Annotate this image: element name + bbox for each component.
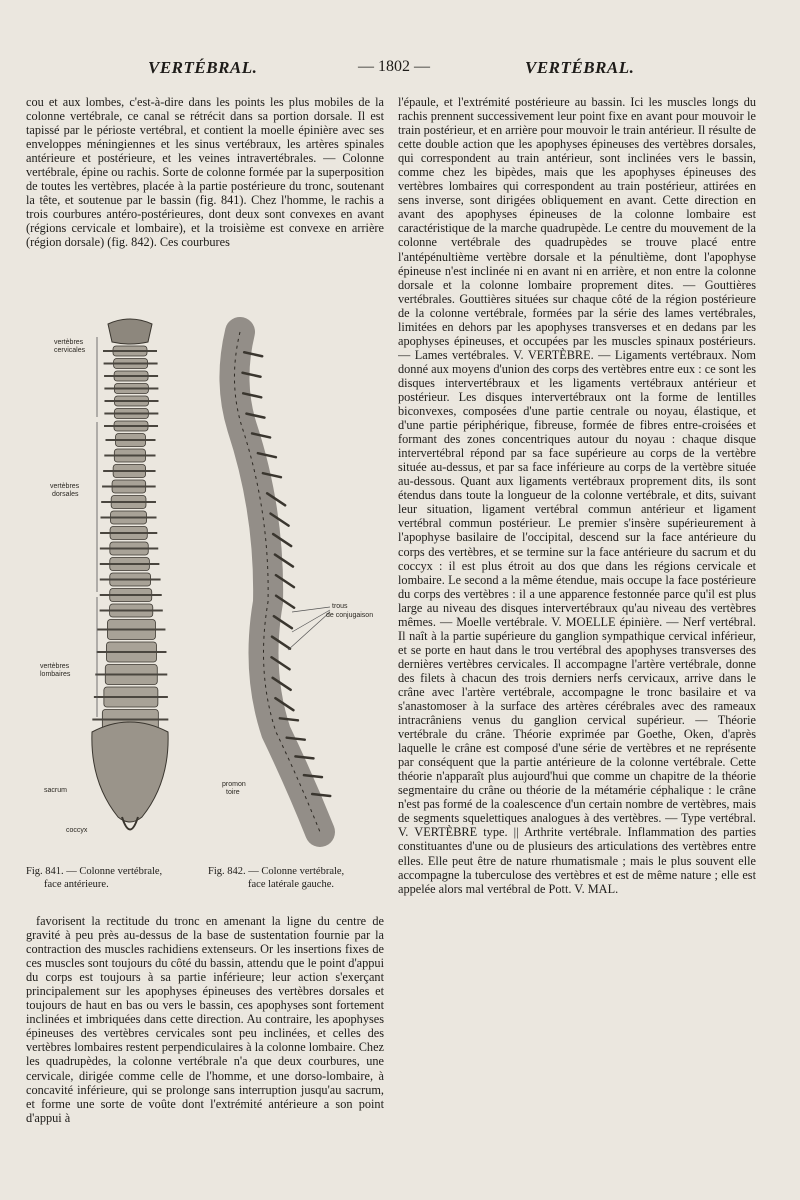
label-foramina-2: de conjugaison <box>326 612 374 619</box>
header-right-title: VERTÉBRAL. <box>525 58 635 77</box>
label-promontory-2: toire <box>226 789 240 796</box>
left-column-bottom-paragraph: favorisent la rectitude du tronc en amenant la ligne du centre de gravité à peu près au-dessus de la base de sustentation fournie par la contraction des muscles rachidiens extenseurs. Or les insertions fixes de ces muscles sont toujours du côté du bassin, attendu que le point d'appui du corps est toujours à sa partie inférieure; leur action s'exerçant principalement sur les apophyses épineuses des vertèbres dorsales et toujours de haut en bas ou vers le bassin, ces apophyses sont fortement inclinées et imbriquées dans cette direction. Au contraire, les apophyses épineuses des vertèbres cervicales sont peu inclinées, et celles des vertèbres lombaires restent perpendiculaires à la colonne lombaire. Chez les quadrupèdes, la colonne vertébrale n'a que deux courbures, une cervicale, dirigée comme celle de l'homme, et une dorso-lombaire, à concavité inférieure, qui se prolonge sans interruption jusqu'au sacrum, et forme une sorte de voûte dont l'extrémité antérieure a son point d'appui à <box>26 914 384 1125</box>
figure-842-title: Fig. 842. — Colonne vertébrale, <box>208 866 345 877</box>
label-dorsal-1: vertèbres <box>50 483 80 490</box>
spine-illustration <box>30 312 385 862</box>
left-column-top-paragraph: cou et aux lombes, c'est-à-dire dans les points les plus mobiles de la colonne vertébrale, ce canal se rétrécit dans sa portion dorsale. Il est tapissé par le périoste vertébral, et contient la moelle épinière avec ses enveloppes méningiennes et les sinus vertébraux, les artères spinales antérieure et postérieure, et les veines intravertébrales. — Colonne vertébrale, épine ou rachis. Sorte de colonne formée par la superposition de toutes les vertèbres, placée à la partie postérieure du tronc, soutenant la tête, et soutenue par le bassin (fig. 841). Chez l'homme, le rachis a trois courbures antéro-postérieures, dont deux sont convexes en avant (régions cervicale et lombaire), et la troisième est convexe en arrière (région dorsale) (fig. 842). Ces courbures <box>26 95 384 250</box>
label-lumbar-1: vertèbres <box>40 663 70 670</box>
figure-842-subtitle: face latérale gauche. <box>248 878 334 890</box>
page-number: — 1802 — <box>358 58 430 75</box>
label-sacrum: sacrum <box>44 787 67 794</box>
right-column-text <box>398 95 756 1190</box>
label-foramina-1: trous <box>332 603 348 610</box>
label-cervical-1: vertèbres <box>54 339 84 346</box>
spine-figures <box>30 312 385 872</box>
page-header <box>0 58 800 84</box>
right-column-paragraph: l'épaule, et l'extrémité postérieure au bassin. Ici les muscles longs du rachis prennent successivement leur point fixe en avant pour mouvoir le train postérieur, et en arrière pour mouvoir le train antérieur. Il résulte de cette double action que les apophyses épineuses des vertèbres dorsales, qui correspondent au train antérieur, sont inclinées vers le bassin, comme chez les bipèdes, mais que les apophyses épineuses des vertèbres lombaires qui correspondent au train postérieur, attirées en sens inverse, sont dirigées obliquement en avant. Cette direction en avant des apophyses épineuses de la colonne lombaire est caractéristique de la marche quadrupède. Le centre du mouvement de la colonne vertébrale des quadrupèdes se trouve placé entre l'antépénultième vertèbre dorsale et la pénultième, dont l'apophyse épineuse n'est inclinée ni en avant ni en arrière, et non entre la colonne dorsale et la colonne lombaire proprement dites. — Gouttières vertébrales. Gouttières situées sur chaque côté de la région postérieure de la colonne vertébrale, formées par la série des lames vertébrales, limitées en dehors par les apophyses transverses et en dedans par les apophyses épineuses, et occupées par les muscles spinaux postérieurs. — Lames vertébrales. V. VERTÈBRE. — Ligaments vertébraux. Nom donné aux moyens d'union des corps des vertèbres entre eux : ce sont les disques intervertébraux et les ligaments vertébraux antérieur et postérieur. Les disques intervertébraux ont la forme de lentilles biconvexes, composées d'une partie centrale ou noyau, élastique, et d'une partie périphérique, fibreuse, formée de fibres entre-croisées et formant des zones concentriques autour du noyau : chaque disque intervertébral répond par sa face supérieure au corps de la vertèbre située au-dessus, et par sa face inférieure au corps de la vertèbre située au-dessous. Quant aux ligaments vertébraux proprement dits, ils sont étendus dans toute la longueur de la colonne vertébrale, et dits, suivant leur situation, ligament vertébral commun antérieur et ligament vertébral commun postérieur. Le premier s'insère supérieurement à l'apophyse basilaire de l'occipital, descend sur la face antérieure du corps des vertèbres, et se termine sur la face antérieure du sacrum et du coccyx : il est plus étroit au dos que dans les régions cervicale et lombaire. Le second a la même étendue, mais occupe la face postérieure du corps des vertèbres : il a une apparence festonnée parce qu'il est plus large au niveau des disques intervertébraux qu'au niveau des vertèbres mêmes. — Moelle vertébrale. V. MOELLE épinière. — Nerf vertébral. Il naît à la partie supérieure du ganglion sympathique cervical inférieur, et se porte en haut dans le trou vertébral des apophyses transverses des dernières vertèbres cervicales. Il accompagne l'artère vertébrale, donne des filets à chacun des trois derniers nerfs cervicaux, arrive dans le crâne avec l'artère vertébrale, accompagne le tronc basilaire et va s'anastomoser à la surface des artères cérébrales avec des rameaux intracrâniens venus du ganglion cervical supérieur. — Théorie vertébrale du crâne. Théorie exprimée par Goethe, Oken, d'après laquelle le crâne est composé d'une série de vertèbres et ne représente par conséquent que la partie antérieure de la colonne vertébrale. Cette théorie n'apparaît plus aujourd'hui que comme un chapitre de la théorie segmentaire du crâne ou théorie de la métamérie céphalique : le crâne n'est pas formé de la coalescence d'un certain nombre de vertèbres, mais de segments squelettiques analogues à des vertèbres. — Type vertébral. V. VERTÈBRE type. || Arthrite vertébrale. Inflammation des parties constituantes d'une ou de plusieurs des articulations des vertèbres entre elles. Elle peut être de nature rhumatismale ; mais le plus souvent elle accompagne la tuberculose des vertèbres et est de même nature ; elle est appelée alors mal vertébral de Pott. V. MAL. <box>398 95 756 896</box>
header-left-title: VERTÉBRAL. <box>148 58 258 77</box>
label-dorsal-2: dorsales <box>52 491 79 498</box>
left-column-top-text <box>26 95 384 305</box>
figure-841-title: Fig. 841. — Colonne vertébrale, <box>26 866 163 877</box>
lateral-spine-drawing <box>234 332 330 832</box>
anterior-spine-drawing <box>92 319 168 830</box>
left-column-bottom-text <box>26 914 384 1192</box>
figure-841-subtitle: face antérieure. <box>44 878 109 890</box>
label-coccyx: coccyx <box>66 827 88 834</box>
label-lumbar-2: lombaires <box>40 671 71 678</box>
figure-842-caption <box>208 866 388 891</box>
figure-841-caption <box>26 866 216 891</box>
label-cervical-2: cervicales <box>54 347 86 354</box>
label-promontory-1: promon <box>222 781 246 788</box>
